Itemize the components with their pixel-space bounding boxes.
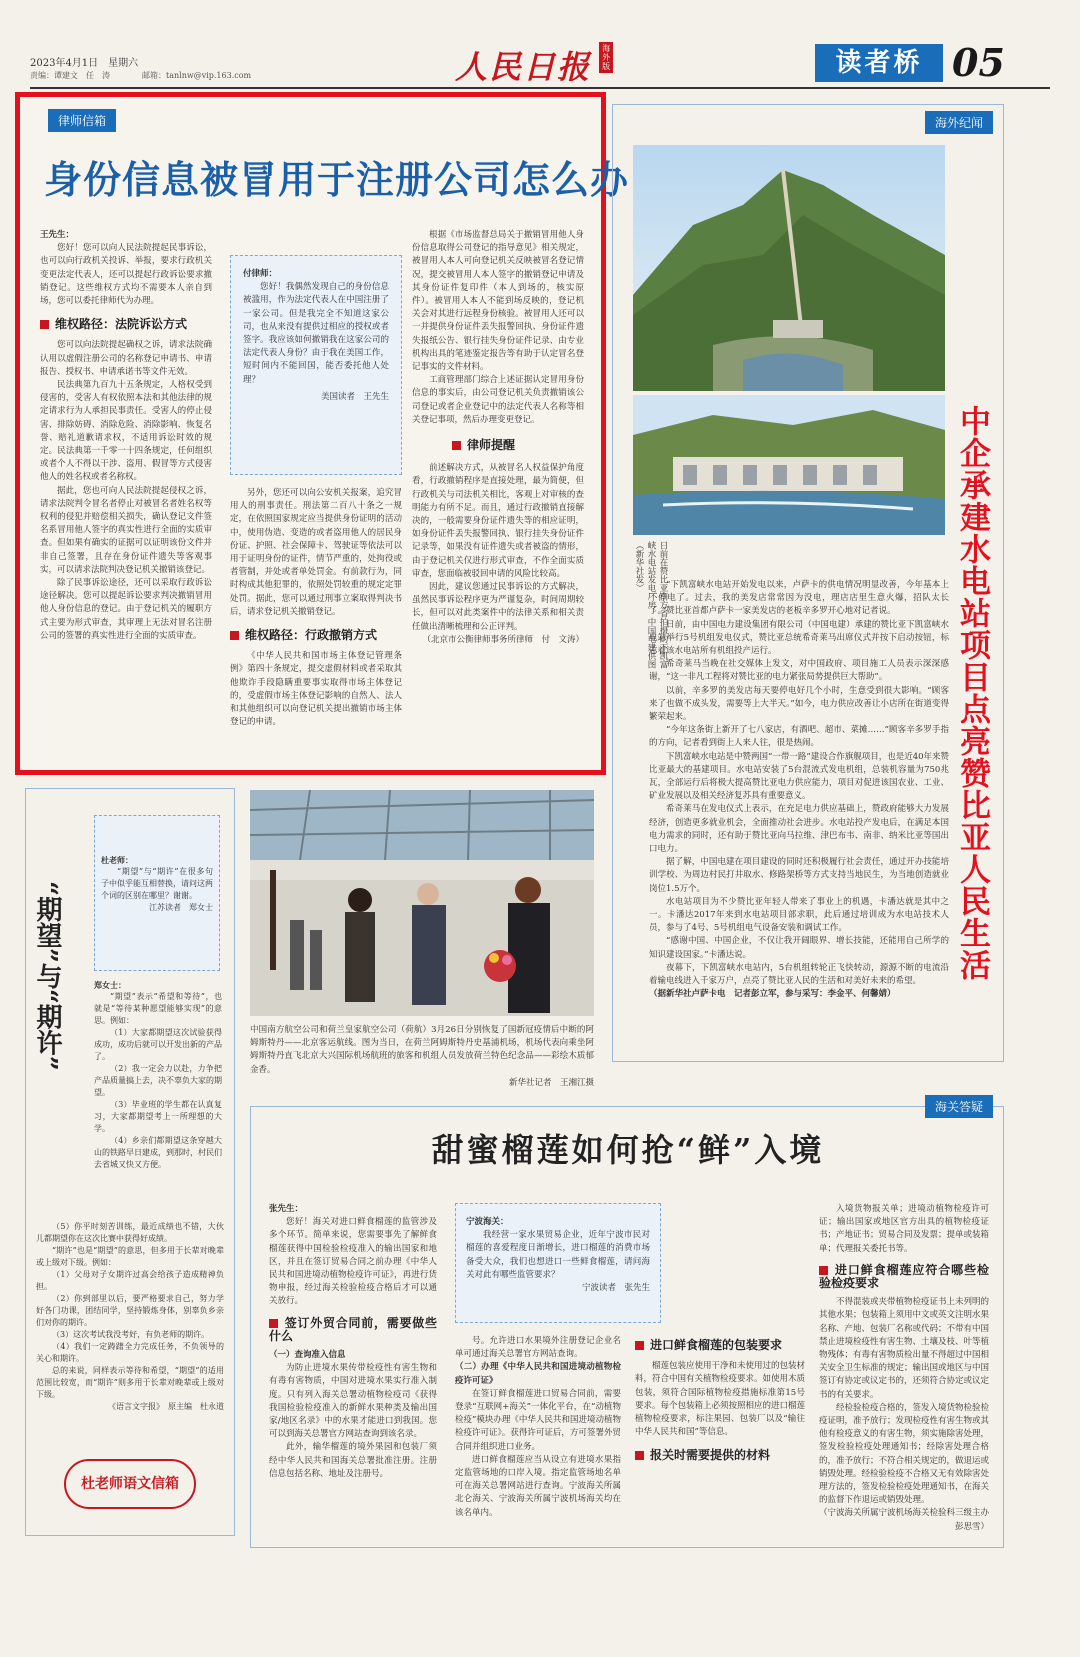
word-question-text: “期望”与“期许”在很多句子中似乎能互相替换，请问这两个词的区别在哪里？谢谢。 xyxy=(101,867,213,900)
durian-m1: 号。允许进口水果境外注册登记企业名单可通过海关总署官方网站查询。 xyxy=(455,1336,621,1360)
lawyer-question-box xyxy=(230,255,402,475)
airport-caption xyxy=(250,1024,594,1090)
lawyer-p11: 因此，建议您通过民事诉讼的方式解决，虽然民事诉讼程序更为严谨复杂，时间周期较长，但可以对此类案件中的法律关系和相关责任做出清晰梳理和公正评判。 xyxy=(412,582,584,632)
lawyer-p2: 您可以向法院提起确权之诉，请求法院确认用以虚假注册公司的名称登记申请书、申请报告、授权书、申请承诺书等文件无效。 xyxy=(40,340,212,377)
lawyer-h3-text: 律师提醒 xyxy=(467,438,516,453)
bullet-square-icon xyxy=(635,1451,644,1460)
hydro-p9: 水电站项目为不少赞比亚年轻人带来了事业上的机遇，卡潘达就是其中之一。卡潘达2017年来到水电站项目部求职，此后通过培训成为水电站技术人员，参与了4号、5号机组电气设备安装和调试工作。 xyxy=(649,896,949,934)
lawyer-p9: 工商管理部门综合上述证据认定冒用身份信息的事实后，由公司登记机关负责撤销该公司登记或者企业登记中的法定代表人名称等相关登记事项，然后办理变更登记。 xyxy=(412,375,584,425)
hydro-body xyxy=(649,579,949,1049)
word-a1: “期望”表示“希望和等待”，也就是“等待某种愿望能够实现”的意思。例如： xyxy=(94,992,222,1025)
durian-h2-text: 进口鲜食榴莲的包装要求 xyxy=(650,1338,783,1352)
lawyer-question-sig: 美国读者 王先生 xyxy=(320,391,389,402)
hydro-photo-caption: 日前在赞比亚南方省拍摄的下凯富峡水电站发电厂房。中国电建供图（新华社发） xyxy=(634,541,668,669)
word-article xyxy=(25,788,235,1536)
lawyer-p4: 据此，您也可向人民法院提起侵权之诉，请求法院判令冒名者停止对被冒名者姓名权等权利的侵犯并赔偿相关损失，确认登记文件签名系冒用他人签字的真实性进行全面的实质审查。但如果有确实的证据可以证明该份文件并非自己签署，且存在身份证件遗失等客观事实，可以请求法院判决登记机关撤销该登记。 xyxy=(40,485,212,575)
page-number: 05 xyxy=(952,40,1005,85)
durian-col-3 xyxy=(635,1335,805,1539)
durian-c6: 不得混装或夹带植物检疫证书上未列明的其他水果；包装箱上须用中文或英文注明水果名称、产地、包装厂名称或代码；不带有中国禁止进境检疫性有害生物、土壤及枝、叶等植物残体；有毒有害物质检出量不得超过中国相关安全卫生标准的规定；输出国或地区与中国签订有协定或议定书的，还须符合协定或议定书的有关要求。 xyxy=(819,1297,990,1400)
durian-h3 xyxy=(635,1449,805,1462)
word-a11: （4）我们一定踌躇全力完成任务，不负领导的关心和期许。 xyxy=(36,1342,224,1363)
lawyer-byline: （北京市公衡律师事务所律师 付 文涛） xyxy=(422,634,584,645)
word-a7: “期许”也是“期望”的意思，但多用于长辈对晚辈或上级对下级。例如： xyxy=(36,1246,224,1267)
word-a6: （5）你平时刻苦训练，最近成绩也不错，大伙儿都期望你在这次比赛中获得好成绩。 xyxy=(36,1222,224,1243)
lawyer-p8: 根据《市场监督总局关于撤销冒用他人身份信息取得公司登记的指导意见》相关规定，被冒用人本人可向登记机关反映被冒名登记情况，提交被冒用人本人签字的撤销登记申请及其身份证件复印件（本人到场的，核实原件）。被冒用人本人不能到场反映的，登记机关会对其进行远程身份核验。被冒用人还可以一并提供身份证件丢失报警回执、身份证件遗失报纸公告、银行挂失身份证件记录、由专业机构出具的笔迹鉴定报告等有助于认定冒名登记事实的文件材料。 xyxy=(412,230,584,373)
lawyer-p1: 您好！您可以向人民法院提起民事诉讼，也可以向行政机关投诉、举报，要求行政机关变更法定代表人，还可以提起行政诉讼要求撤销登记。这些维权方式均不需要本人亲自到场，您可以委托律师代为办理。 xyxy=(40,243,212,307)
word-question xyxy=(101,854,213,914)
bullet-square-icon xyxy=(40,320,49,329)
header-rule xyxy=(30,87,1050,89)
bullet-square-icon xyxy=(269,1319,278,1328)
lawyer-question-text: 您好！我偶然发现自己的身份信息被滥用，作为法定代表人在中国注册了一家公司。但是我完全不知道这家公司，也从来没有提供过相应的授权或者签字。我应该如何撤销我在这家公司的法定代表人身份？由于我在美国工作，短时间内不能回国，能否委托他人处理？ xyxy=(243,282,389,385)
word-a4: （3）毕业班的学生都在认真复习，大家都期望考上一所理想的大学。 xyxy=(94,1100,222,1133)
durian-question-sig: 宁波读者 张先生 xyxy=(581,1283,650,1294)
masthead-title: 人民日报 xyxy=(455,48,592,86)
hydro-byline: （据新华社卢萨卡电 记者彭立军，参与采写：李金平、何馨婧） xyxy=(649,989,896,1000)
word-answer-greeting: 郑女士： xyxy=(94,980,126,990)
masthead-sub-badge: 海外版 xyxy=(599,42,613,73)
lawyer-h2 xyxy=(230,629,402,642)
section-name-badge: 读者桥 xyxy=(815,44,943,82)
hydro-tag: 海外纪闻 xyxy=(925,111,993,134)
hydro-article xyxy=(612,104,1004,1062)
lawyer-greeting: 王先生： xyxy=(40,230,75,240)
airport-photo xyxy=(250,790,594,1016)
word-question-greeting: 杜老师： xyxy=(101,855,133,865)
word-a8: （1）父母对子女期许过高会给孩子造成精神负担。 xyxy=(36,1270,224,1291)
hydro-headline: 中企承建水电站项目点亮赞比亚人民生活 xyxy=(954,405,990,981)
lawyer-question xyxy=(243,268,389,404)
durian-h2 xyxy=(635,1339,805,1352)
lawyer-tag: 律师信箱 xyxy=(48,109,116,132)
durian-s1: （一）查询准入信息 xyxy=(269,1350,346,1361)
airport-caption-text: 中国南方航空公司和荷兰皇家航空公司（荷航）3月26日分别恢复了国新冠疫情后中断的阿姆斯特丹——北京客运航线。图为当日，在荷兰阿姆斯特丹史基浦机场，机场代表向乘坐阿姆斯特丹直飞北京大兴国际机场航班的旅客和机组人员发放荷兰特色纪念品——彩绘木质郁金香。 xyxy=(250,1025,594,1075)
page-header xyxy=(0,0,1080,92)
lawyer-p7: 《中华人民共和国市场主体登记管理条例》第四十条规定，提交虚假材料或者采取其他欺诈手段隐瞒重要事实取得市场主体登记的，受虚假市场主体登记影响的自然人、法人和其他组织可以向登记机关提出撤销市场主体登记的申请。 xyxy=(230,651,402,728)
durian-h4-text: 进口鲜食榴莲应符合哪些检验检疫要求 xyxy=(819,1262,989,1291)
masthead-logo xyxy=(455,42,655,86)
word-a3: （2）我一定会力以赴，力争把产品质量搞上去，决不辜负大家的期望。 xyxy=(94,1064,222,1097)
durian-greeting: 张先生： xyxy=(269,1204,304,1214)
lawyer-p5: 除了民事诉讼途径，还可以采取行政诉讼途径解决。您可以提起诉讼要求判决撤销冒用他人身份信息的登记。由于登记机关的履职方式主要为形式审查，其审理上无法对冒名注册公司的签署的真实性进行全面的实质审查。 xyxy=(40,578,212,641)
durian-c1: 您好！海关对进口鲜食榴莲的监管涉及多个环节。简单来说，您需要事先了解鲜食榴莲获得中国检验检疫准入的输出国家和地区，并且在签订贸易合同之前办理《中华人民共和国进境动植物检疫许可证》，再进行货物申报，经过海关检验检疫合格后才可以通关放行。 xyxy=(269,1217,437,1307)
lawyer-h1 xyxy=(40,318,212,331)
hydro-p7: 希奇莱马在发电仪式上表示，在充足电力供应基础上，赞政府能够大力发展经济，创造更多就业机会，全面推动社会进步。水电站投产发电后，在满足本国电力需求的同时，还有助于赞比亚向马拉维、津巴布韦、南非、纳米比亚等国出口电力。 xyxy=(649,804,949,855)
durian-m3: 进口鲜食榴莲应当从设立有进境水果指定监管场地的口岸入境。指定监管场地名单可在海关总署网站进行查询。宁波海关所属北仑海关、宁波海关所属宁波机场海关均在该名单内。 xyxy=(455,1454,621,1518)
word-question-sig: 江苏读者 郑女士 xyxy=(149,903,213,912)
hydro-p4: 以前，辛多罗的美发店每天要停电好几个小时，生意受到很大影响。“顾客来了也做不成头发，需要等上大半天。”如今，电力供应改善让小店所在街道变得繁荣起来。 xyxy=(649,685,949,723)
lawyer-title: 身份信息被冒用于注册公司怎么办 xyxy=(44,157,630,202)
word-a12: 总的来说，同样表示等待和希望，“期望”的适用范围比较宽，而“期许”则多用于长辈对晚辈或上级对下级。 xyxy=(36,1366,224,1399)
issue-date: 2023年4月1日 星期六 xyxy=(30,58,139,69)
hydro-p3: 希奇莱马当晚在社交媒体上发文，对中国政府、项目施工人员表示深深感谢，“这一非凡工程将对赞比亚的电力紧张局势提供巨大帮助”。 xyxy=(649,659,949,683)
mountain-image xyxy=(633,145,945,391)
word-source: 《语言文字报》 原主编 杜永道 xyxy=(108,1402,224,1411)
dam-powerhouse-photo xyxy=(633,395,945,535)
durian-c4: 榴莲包装应使用干净和未使用过的包装材料，符合中国有关植物检疫要求。如使用木质包装，须符合国际植物检疫措施标准第15号要求。每个包装箱上必须按照相应的进口榴莲植物检疫要求，标注果园、包装厂以及“输往中华人民共和国”等信息。 xyxy=(635,1361,806,1438)
lawyer-h3 xyxy=(452,439,584,452)
durian-m2: 在签订鲜食榴莲进口贸易合同前，需要登录“互联网+海关”一体化平台，在“动植物检疫”模块办理《中华人民共和国进境动植物检疫许可证》。获得许可证后，方可签署外贸合同并组织进口业务。 xyxy=(455,1388,621,1452)
lawyer-col-1 xyxy=(40,229,212,759)
word-answer xyxy=(94,979,222,1219)
durian-c5: 入境货物报关单；进境动植物检疫许可证；输出国家或地区官方出具的植物检疫证书；产地证书；贸易合同及发票；提单或装箱单；代理报关委托书等。 xyxy=(819,1204,990,1254)
hydro-p2: 日前，由中国电力建设集团有限公司（中国电建）承建的赞比亚下凯富峡水电站举行5号机组发电仪式，赞比亚总统希奇莱马出席仪式并按下启动按钮，标志着该水电站所有机组投产运行。 xyxy=(649,619,949,657)
durian-question-greeting: 宁波海关： xyxy=(466,1217,509,1227)
lawyer-col-3 xyxy=(412,229,584,759)
hydro-p6: 下凯富峡水电站是中赞两国“一带一路”建设合作旗舰项目，也是近40年来赞比亚最大的基建项目。水电站安装了5台混流式发电机组，总装机容量为750兆瓦，全部运行后将极大提高赞比亚电力供应能力，项目对促进该国农业、工业、矿业发展以及相关经济复苏具有重要意义。 xyxy=(649,751,950,802)
word-seal-text: 杜老师语文信箱 xyxy=(81,1476,179,1492)
durian-h4 xyxy=(819,1264,989,1290)
durian-question xyxy=(466,1216,650,1295)
word-title: “期望”与“期许” xyxy=(32,881,62,1071)
bullet-square-icon xyxy=(452,441,461,450)
hydro-p5: “今年这条街上新开了七八家店，有酒吧、超市、菜摊……”顾客辛多罗手指的方向，记者看到街上人来人往，很是热闹。 xyxy=(649,725,949,749)
hydro-p10: “感谢中国、中国企业，不仅让我开阔眼界、增长技能，还能用自己所学的知识建设国家。”卡潘达说。 xyxy=(649,936,949,960)
durian-question-text: 我经营一家水果贸易企业，近年宁波市民对榴莲的喜爱程度日渐增长，进口榴莲的消费市场备受大众，我们也想进口一些鲜食榴莲，请问海关对此有哪些监管要求？ xyxy=(466,1230,650,1280)
airport-credit: 新华社记者 王湘江摄 xyxy=(508,1077,594,1088)
word-answer-cont xyxy=(36,1221,224,1449)
durian-byline: （宁波海关所属宁波机场海关检验科三级主办 彭思雪） xyxy=(819,1508,998,1532)
word-seal xyxy=(64,1459,196,1509)
bullet-square-icon xyxy=(230,631,239,640)
powerhouse-image xyxy=(633,395,945,535)
word-a9: （2）你到部里以后，要严格要求自己，努力学好各门功课，团结同学，坚持锻炼身体，别辜负乡亲们对你的期许。 xyxy=(36,1294,224,1327)
bullet-square-icon xyxy=(819,1266,828,1275)
durian-question-box xyxy=(455,1203,661,1323)
word-a2: （1）大家都期望这次试验获得成功，成功后就可以开发出新的产品了。 xyxy=(94,1028,222,1061)
durian-s2: （二）办理《中华人民共和国进境动植物检疫许可证》 xyxy=(455,1362,621,1386)
lawyer-h2-text: 维权路径：行政撤销方式 xyxy=(245,628,378,643)
hydro-p11: 夜幕下，下凯富峡水电站内，5台机组转轮正飞快转动，源源不断的电流沿着输电线进入千家万户，点亮了赞比亚人民的生活和对美好未来的希望。 xyxy=(649,962,949,987)
word-question-box xyxy=(94,815,220,971)
durian-title: 甜蜜榴莲如何抢“鲜”入境 xyxy=(431,1131,825,1169)
durian-c7: 经检验检疫合格的，签发入境货物检验检疫证明，准予放行；发现检疫性有害生物或其他有检疫意义的有害生物，须实施除害处理，签发检验检疫处理通知书；经除害处理合格的，准予放行；不符合相关规定的，做退运或销毁处理。经检验检疫不合格又无有效除害处理方法的，签发检验检疫处理通知书，在海关的监督下作退运或销毁处理。 xyxy=(819,1402,990,1506)
bullet-square-icon xyxy=(635,1341,644,1350)
lawyer-p10: 前述解决方式，从被冒名人权益保护角度看，行政撤销程序是直接处理，最为简便，但行政机关与司法机关相比，客观上对审核的查明能力有所不足。而且，通过行政撤销直接解决的，一般需要身份证件遗失等的相应证明，如身份证件丢失报警回执、银行挂失身份证件记录等，如果没有证件遗失或者被盗的情形，由于登记机关仅进行形式审查，不作全面实质审查，您面临被驳回申请的风险比较高。 xyxy=(412,463,584,579)
word-a10: （3）这次考试我没考好，有负老师的期许。 xyxy=(52,1330,210,1339)
durian-col-2 xyxy=(455,1335,621,1539)
durian-col-4 xyxy=(819,1203,998,1539)
durian-c2: 为防止进境水果传带检疫性有害生物和有毒有害物质，中国对进境水果实行准入制度。只有列入海关总署动植物检疫司《获得我国检验检疫准入的新鲜水果种类及输出国家/地区名录》中的水果才能进口到我国。您可以到海关总署官方网站查询到该名录。 xyxy=(269,1363,437,1440)
lawyer-col-2 xyxy=(230,487,402,759)
durian-c3: 此外，输华榴莲的境外果园和包装厂须经中华人民共和国海关总署批准注册。注册信息包括名称、地址及注册号。 xyxy=(269,1442,437,1479)
lawyer-article xyxy=(15,92,630,775)
durian-h1 xyxy=(269,1317,437,1343)
durian-col-1 xyxy=(269,1203,437,1539)
durian-tag: 海关答疑 xyxy=(925,1095,993,1118)
airport-image xyxy=(250,790,594,1016)
durian-article xyxy=(250,1100,1004,1548)
word-a5: （4）乡亲们都期望这条穿越大山的铁路早日建成，到那时，村民们去省城又快又方便。 xyxy=(94,1136,222,1169)
lawyer-h1-text: 维权路径：法院诉讼方式 xyxy=(55,317,188,332)
durian-h3-text: 报关时需要提供的材料 xyxy=(650,1448,771,1463)
lawyer-question-greeting: 付律师： xyxy=(243,269,278,279)
lawyer-p6: 另外，您还可以向公安机关报案，追究冒用人的刑事责任。刑法第二百八十条之一规定，在依照国家规定应当提供身份证明的活动中，使用伪造、变造的或者盗用他人的居民身份证、护照、社会保障卡、驾驶证等依法可以用于证明身份的证件，情节严重的，处拘役或者管制，并处或者单处罚金。有前款行为，同时构成其他犯罪的，依照处罚较重的规定定罪处罚。据此，您可以通过刑事立案取得判决书后，请求登记机关撤销登记。 xyxy=(230,488,402,617)
lawyer-p3: 民法典第九百九十五条规定，人格权受到侵害的，受害人有权依照本法和其他法律的规定请求行为人承担民事责任。受害人的停止侵害、排除妨碍、消除危险、消除影响、恢复名誉、赔礼道歉请求权，不适用诉讼时效的规定。民法典第一千零一十四条规定，任何组织或者个人不得以干涉、盗用、假冒等方式侵害他人的姓名权或者名称权。 xyxy=(40,380,212,483)
dam-mountain-photo xyxy=(633,145,945,391)
editor-credits: 责编：谭建文 任 涛 邮箱：tanlnw@vip.163.com xyxy=(30,71,252,80)
hydro-p8: 据了解，中国电建在项目建设的同时还积极履行社会责任，通过开办技能培训学校、为周边村民打井取水、修路架桥等方式支持当地民生，为当地创造就业岗位1.5万个。 xyxy=(649,857,949,894)
hydro-p1: “下凯富峡水电站开始发电以来，卢萨卡的供电情况明显改善，今年基本上不停电了。过去，我的美发店常常因为没电，理店店里生意火爆，招队太长了。”赞比亚首都卢萨卡一家美发店的老板辛多罗开心地对记者说。 xyxy=(649,580,949,617)
durian-h1-text: 签订外贸合同前，需要做些什么 xyxy=(269,1315,437,1343)
